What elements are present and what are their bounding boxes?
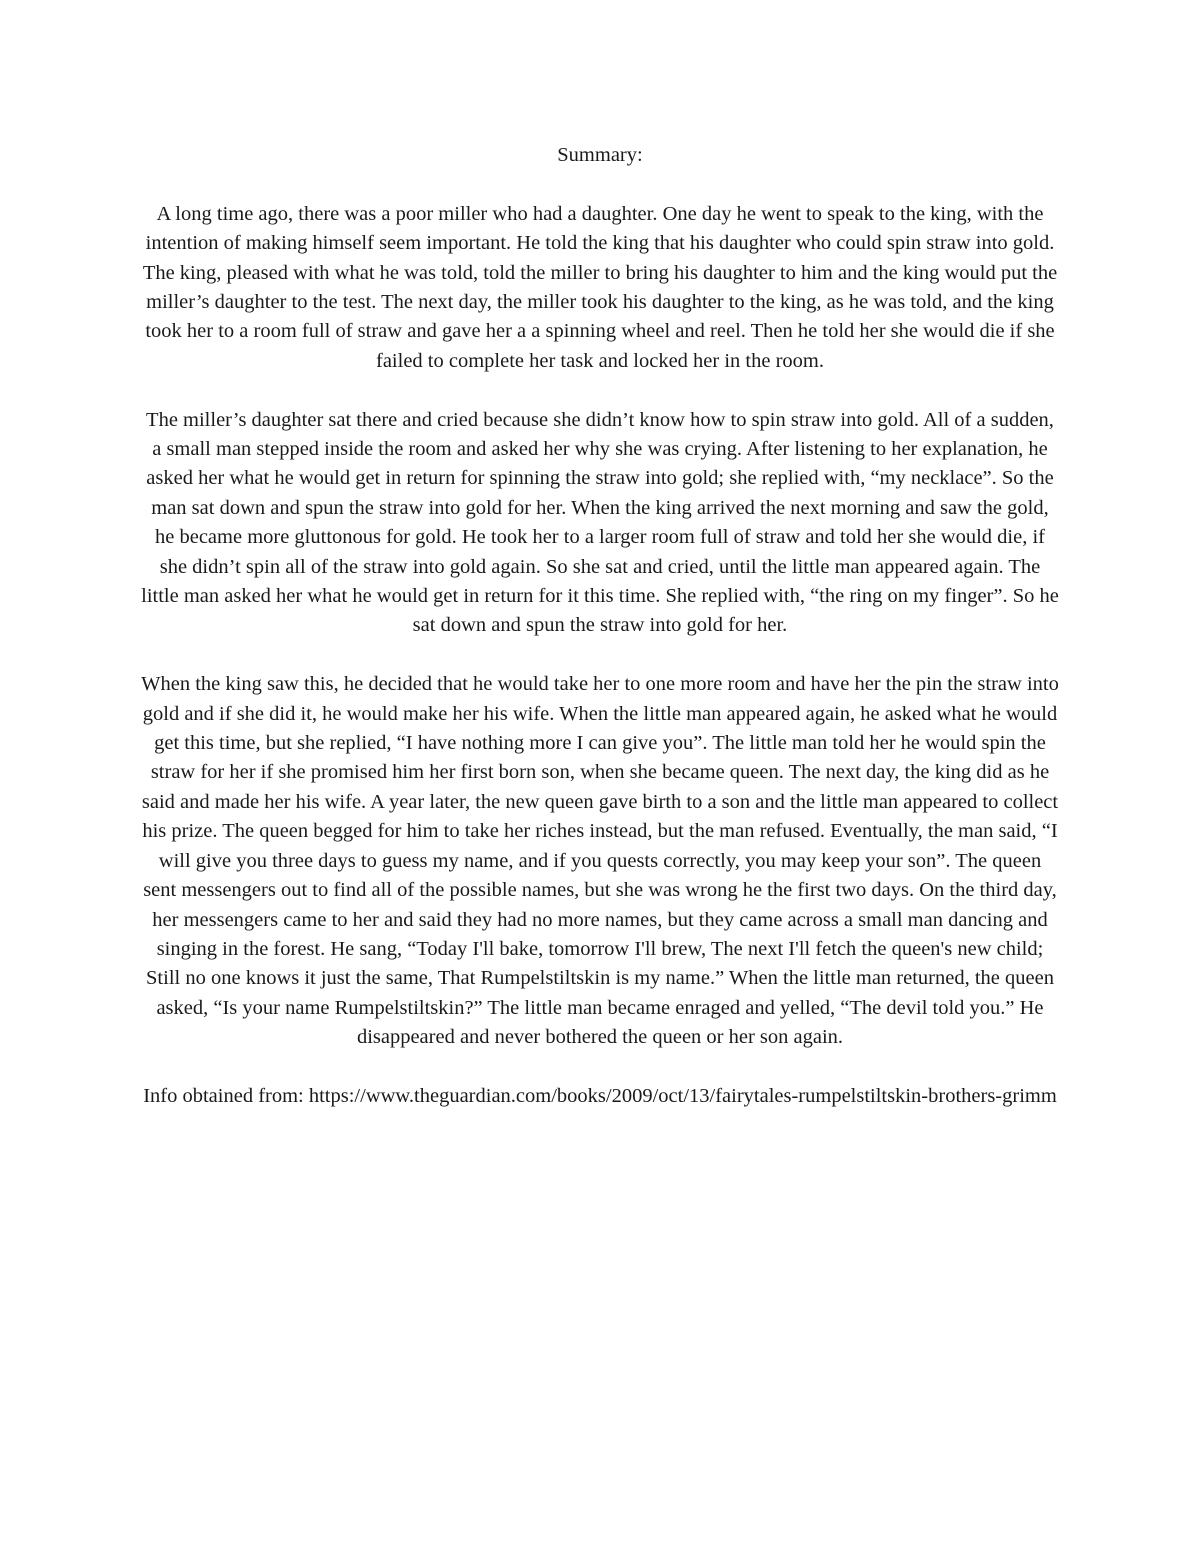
paragraph-1: A long time ago, there was a poor miller who had a daughter. One day he went to speak to the king, with the intention of making himself seem important. He told the king that his daughter who could spin straw into gold. The king, pleased with what he was told, told the miller to bring his daughter to him and the king would put the miller’s daughter to the test. The next day, the miller took his daughter to the king, as he was told, and the king took her to a room full of straw and gave her a a spinning wheel and reel. Then he told her she would die if she failed to complete her task and locked her in the room. [142, 202, 1058, 372]
paragraph-2: The miller’s daughter sat there and cried because she didn’t know how to spin straw into gold. All of a sudden, a small man stepped inside the room and asked her why she was crying. After listening to her explanation, he asked her what he would get in return for spinning the straw into gold; she replied with, “my necklace”. So the man sat down and spun the straw into gold for her. When the king arrived the next morning and saw the gold, he became more gluttonous for gold. He took her to a larger room full of straw and told her she would die, if she didn’t spin all of the straw into gold again. So she sat and cried, until the little man appeared again. The little man asked her what he would get in return for it this time. She replied with, “the ring on my finger”. So he sat down and spun the straw into gold for her. [141, 408, 1059, 637]
document-page [140, 141, 1060, 1111]
paragraph-3: When the king saw this, he decided that he would take her to one more room and have her the pin the straw into gold and if she did it, he would make her his wife. When the little man appeared again, he asked what he would get this time, but she replied, “I have nothing more I can give you”. The little man told her he would spin the straw for her if she promised him her first born son, when she became queen. The next day, the king did as he said and made her his wife. A year later, the new queen gave birth to a son and the little man appeared to collect his prize. The queen begged for him to take her riches instead, but the man refused. Eventually, the man said, “I will give you three days to guess my name, and if you quests correctly, you may keep your son”. The queen sent messengers out to find all of the possible names, but she was wrong he the first two days. On the third day, her messengers came to her and said they had no more names, but they came across a small man dancing and singing in the forest. He sang, “Today I'll bake, tomorrow I'll brew, The next I'll fetch the queen's new child; Still no one knows it just the same, That Rumpelstiltskin is my name.” When the little man returned, the queen asked, “Is your name Rumpelstiltskin?” The little man became enraged and yelled, “The devil told you.” He disappeared and never bothered the queen or her son again. [141, 673, 1059, 1049]
source-citation: Info obtained from: https://www.theguardian.com/books/2009/oct/13/fairytales-rumpelstiltskin-brothers-grimm [143, 1084, 1057, 1107]
document-title: Summary: [557, 144, 643, 166]
